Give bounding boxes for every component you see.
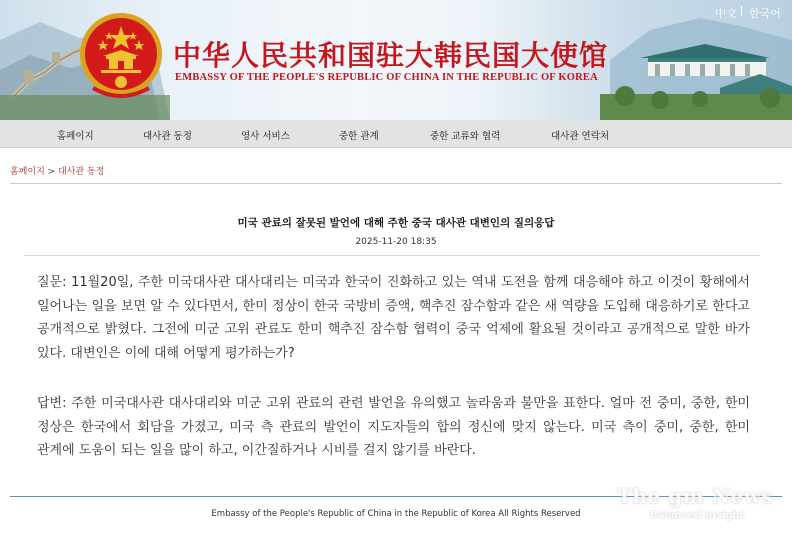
breadcrumb	[10, 164, 104, 177]
lang-korean-link[interactable]: 한국어	[749, 7, 781, 20]
embassy-title-english: EMBASSY OF THE PEOPLE'S REPUBLIC OF CHINA IN THE REPUBLIC OF KOREA	[175, 72, 598, 83]
main-nav	[0, 120, 792, 148]
nav-item-home[interactable]: 홈페이지	[57, 131, 94, 142]
article-header-divider	[24, 255, 760, 256]
article-paragraph-question: 질문: 11월20일, 주한 미국대사관 대사대리는 미국과 한국이 진화하고 있는 역내 도전을 함께 대응해야 하고 이것이 황해에서 일어나는 일을 보면 알 수 있다면서, 한미 정상이 한국 국방비 증액, 핵추진 잠수함과 같은 새 역량을 도입해 대응하기로 한다고 공개적으로 밝혔다. 그전에 미군 고위 관료도 한미 핵추진 잠수함 협력이 중국 억제에 활요될 것이라고 공개적으로 말한 바가 있다. 대변인은 이에 대해 어떻게 평가하는가?	[37, 275, 750, 361]
nav-item-consular-service[interactable]: 영사 서비스	[241, 131, 290, 142]
embassy-title-chinese: 中华人民共和国驻大韩民国大使馆	[173, 39, 609, 72]
watermark-subtitle: Balanced Insight	[650, 510, 745, 521]
lang-chinese-link[interactable]: 中文	[715, 7, 737, 20]
article-date: 2025-11-20 18:35	[355, 237, 437, 247]
footer-copyright: Embassy of the People's Republic of China in the Republic of Korea All Rights Reserved	[211, 509, 581, 519]
breadcrumb-home-link[interactable]: 홈페이지	[10, 167, 45, 177]
nav-item-embassy-news[interactable]: 대사관 동정	[143, 131, 192, 142]
breadcrumb-separator: >	[47, 167, 56, 177]
nav-item-china-korea-relations[interactable]: 중한 관계	[339, 131, 379, 142]
nav-item-exchange-cooperation[interactable]: 중한 교류와 협력	[430, 131, 501, 142]
article-paragraph-answer: 답변: 주한 미국대사관 대사대리와 미군 고위 관료의 관련 발언을 유의했고 놀라움과 불만을 표한다. 얼마 전 중미, 중한, 한미 정상은 한국에서 회담을 가졌고, 미국 측 관료의 발언이 지도자들의 합의 정신에 맞지 않는다. 미국 측이 중미, 중한, 한미 관계에 도움이 되는 일을 많이 하고, 이간질하거나 시비를 걸지 않기를 바란다.	[37, 396, 750, 458]
lang-divider	[741, 6, 742, 16]
article-title: 미국 관료의 잘못된 발언에 대해 주한 중국 대사관 대변인의 질의응답	[237, 217, 555, 229]
national-emblem-icon	[73, 10, 169, 102]
breadcrumb-current-link[interactable]: 대사관 동정	[58, 167, 105, 177]
watermark-title: The gm News	[617, 484, 774, 508]
breadcrumb-divider	[10, 183, 782, 184]
nav-item-contact[interactable]: 대사관 연락처	[551, 131, 610, 142]
header-banner	[0, 0, 792, 120]
